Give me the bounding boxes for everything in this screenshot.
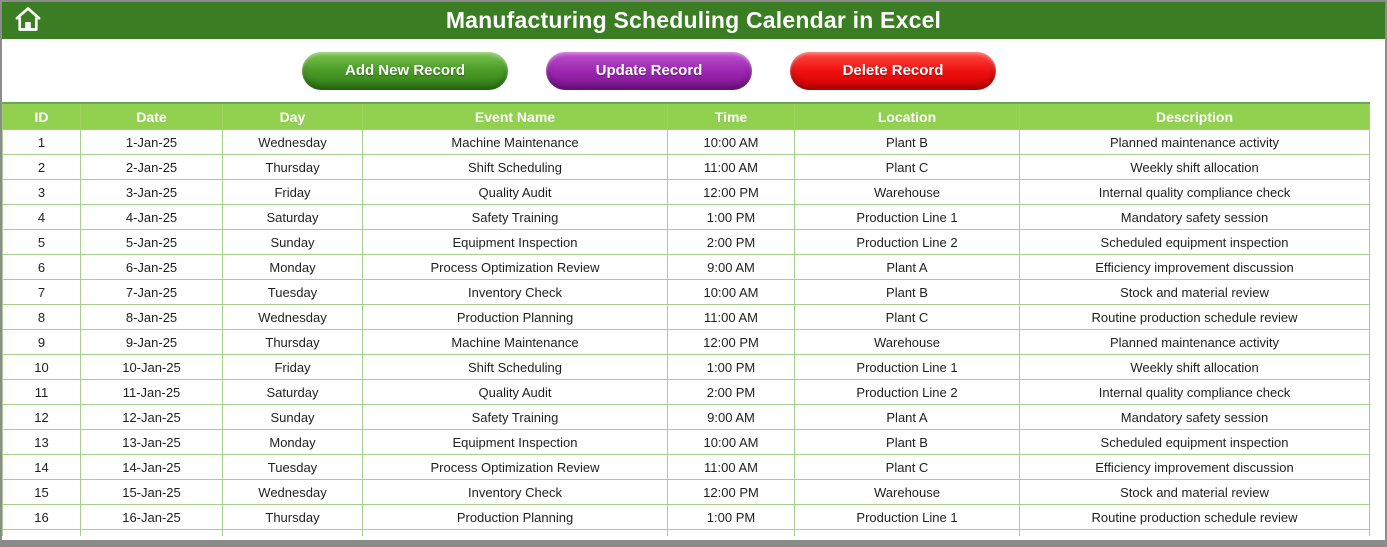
table-cell[interactable]: Planned maintenance activity — [1020, 130, 1370, 155]
column-header-time: Time — [668, 103, 795, 130]
table-cell[interactable]: Efficiency improvement discussion — [1020, 255, 1370, 280]
table-cell[interactable]: 3-Jan-25 — [81, 180, 223, 205]
table-cell[interactable]: 12:00 PM — [668, 480, 795, 505]
table-cell[interactable]: Quality Audit — [363, 380, 668, 405]
table-cell[interactable]: 10:00 AM — [668, 430, 795, 455]
table-cell[interactable]: 16 — [3, 505, 81, 530]
table-cell[interactable]: Scheduled equipment inspection — [1020, 430, 1370, 455]
table-cell[interactable]: Production Line 1 — [795, 505, 1020, 530]
table-row[interactable] — [3, 505, 1370, 530]
table-cell[interactable]: 1-Jan-25 — [81, 130, 223, 155]
table-cell[interactable]: 13 — [3, 430, 81, 455]
table-row[interactable] — [3, 280, 1370, 305]
table-cell[interactable]: 2-Jan-25 — [81, 155, 223, 180]
table-cell[interactable]: Production Line 1 — [795, 355, 1020, 380]
table-cell[interactable]: Wednesday — [223, 130, 363, 155]
table-cell[interactable]: Production Line 2 — [795, 230, 1020, 255]
title-bar — [2, 2, 1385, 39]
table-row[interactable] — [3, 405, 1370, 430]
table-cell[interactable]: Thursday — [223, 505, 363, 530]
empty-cell — [363, 530, 668, 537]
table-cell[interactable]: 12 — [3, 405, 81, 430]
empty-cell — [81, 530, 223, 537]
table-cell[interactable]: 8-Jan-25 — [81, 305, 223, 330]
table-cell[interactable]: 6-Jan-25 — [81, 255, 223, 280]
table-cell[interactable]: Wednesday — [223, 480, 363, 505]
table-row[interactable] — [3, 255, 1370, 280]
table-row[interactable] — [3, 205, 1370, 230]
table-cell[interactable]: Routine production schedule review — [1020, 505, 1370, 530]
table-cell[interactable]: 2:00 PM — [668, 380, 795, 405]
table-cell[interactable]: Thursday — [223, 155, 363, 180]
table-cell[interactable]: Machine Maintenance — [363, 130, 668, 155]
table-row[interactable] — [3, 455, 1370, 480]
table-cell[interactable]: 9-Jan-25 — [81, 330, 223, 355]
table-cell[interactable]: 16-Jan-25 — [81, 505, 223, 530]
table-cell[interactable]: Efficiency improvement discussion — [1020, 455, 1370, 480]
column-header-id: ID — [3, 103, 81, 130]
table-cell[interactable]: 1 — [3, 130, 81, 155]
bottom-status-strip — [2, 540, 1385, 547]
table-row[interactable] — [3, 480, 1370, 505]
add-new-record-button[interactable]: Add New Record — [302, 52, 508, 90]
empty-cell — [1020, 530, 1370, 537]
table-cell[interactable]: Plant B — [795, 130, 1020, 155]
toolbar — [2, 39, 1385, 102]
table-cell[interactable]: Planned maintenance activity — [1020, 330, 1370, 355]
table-cell[interactable]: Safety Training — [363, 205, 668, 230]
table-cell[interactable]: Production Planning — [363, 505, 668, 530]
table-cell[interactable]: 6 — [3, 255, 81, 280]
table-cell[interactable]: Routine production schedule review — [1020, 305, 1370, 330]
schedule-table — [2, 102, 1370, 536]
table-cell[interactable]: Plant A — [795, 405, 1020, 430]
table-cell[interactable]: Friday — [223, 355, 363, 380]
column-header-event-name: Event Name — [363, 103, 668, 130]
table-cell[interactable]: Plant C — [795, 455, 1020, 480]
table-cell[interactable]: Plant C — [795, 305, 1020, 330]
table-cell[interactable]: 8 — [3, 305, 81, 330]
table-cell[interactable]: 5-Jan-25 — [81, 230, 223, 255]
page-title: Manufacturing Scheduling Calendar in Excel — [445, 7, 942, 33]
table-cell[interactable]: Warehouse — [795, 180, 1020, 205]
table-cell[interactable]: Stock and material review — [1020, 480, 1370, 505]
table-cell[interactable]: 1:00 PM — [668, 505, 795, 530]
table-cell[interactable]: Tuesday — [223, 455, 363, 480]
table-cell[interactable]: Weekly shift allocation — [1020, 355, 1370, 380]
table-cell[interactable]: 10:00 AM — [668, 280, 795, 305]
table-cell[interactable]: Friday — [223, 180, 363, 205]
table-cell[interactable]: Plant A — [795, 255, 1020, 280]
table-cell[interactable]: Production Planning — [363, 305, 668, 330]
table-row[interactable] — [3, 130, 1370, 155]
table-cell[interactable]: 1:00 PM — [668, 205, 795, 230]
table-cell[interactable]: Weekly shift allocation — [1020, 155, 1370, 180]
table-cell[interactable]: 12-Jan-25 — [81, 405, 223, 430]
table-cell[interactable]: Internal quality compliance check — [1020, 180, 1370, 205]
table-cell[interactable]: Inventory Check — [363, 280, 668, 305]
table-cell[interactable]: Plant C — [795, 155, 1020, 180]
table-cell[interactable]: Equipment Inspection — [363, 430, 668, 455]
table-cell[interactable]: 11 — [3, 380, 81, 405]
table-cell[interactable]: 12:00 PM — [668, 180, 795, 205]
table-cell[interactable]: Mandatory safety session — [1020, 205, 1370, 230]
table-cell[interactable]: Monday — [223, 430, 363, 455]
table-body — [3, 130, 1370, 537]
table-row[interactable] — [3, 155, 1370, 180]
table-cell[interactable]: Saturday — [223, 380, 363, 405]
column-header-description: Description — [1020, 103, 1370, 130]
table-cell[interactable]: 9 — [3, 330, 81, 355]
table-cell[interactable]: 4 — [3, 205, 81, 230]
table-cell[interactable]: 3 — [3, 180, 81, 205]
table-cell[interactable]: 11-Jan-25 — [81, 380, 223, 405]
table-cell[interactable]: 10 — [3, 355, 81, 380]
column-header-date: Date — [81, 103, 223, 130]
table-cell[interactable]: 1:00 PM — [668, 355, 795, 380]
table-cell[interactable]: Shift Scheduling — [363, 155, 668, 180]
table-row[interactable] — [3, 305, 1370, 330]
table-cell[interactable]: 4-Jan-25 — [81, 205, 223, 230]
table-cell[interactable]: Process Optimization Review — [363, 255, 668, 280]
table-row[interactable] — [3, 180, 1370, 205]
table-cell[interactable]: 13-Jan-25 — [81, 430, 223, 455]
table-row[interactable] — [3, 330, 1370, 355]
update-record-button[interactable]: Update Record — [546, 52, 752, 90]
table-cell[interactable]: 10:00 AM — [668, 130, 795, 155]
table-cell[interactable]: Sunday — [223, 405, 363, 430]
table-cell[interactable]: Safety Training — [363, 405, 668, 430]
table-cell[interactable]: Plant B — [795, 430, 1020, 455]
table-cell[interactable]: 5 — [3, 230, 81, 255]
column-header-day: Day — [223, 103, 363, 130]
table-cell[interactable]: Stock and material review — [1020, 280, 1370, 305]
table-cell[interactable]: Shift Scheduling — [363, 355, 668, 380]
table-cell[interactable]: 10-Jan-25 — [81, 355, 223, 380]
table-cell[interactable]: Plant B — [795, 280, 1020, 305]
table-cell[interactable]: Internal quality compliance check — [1020, 380, 1370, 405]
table-cell[interactable]: Wednesday — [223, 305, 363, 330]
table-cell[interactable]: Thursday — [223, 330, 363, 355]
table-cell[interactable]: 2:00 PM — [668, 230, 795, 255]
table-row[interactable] — [3, 230, 1370, 255]
table-cell[interactable]: 12:00 PM — [668, 330, 795, 355]
table-cell[interactable]: Warehouse — [795, 330, 1020, 355]
table-cell[interactable]: 9:00 AM — [668, 255, 795, 280]
table-cell[interactable]: 14 — [3, 455, 81, 480]
table-row[interactable] — [3, 430, 1370, 455]
table-cell[interactable]: 14-Jan-25 — [81, 455, 223, 480]
column-header-location: Location — [795, 103, 1020, 130]
home-icon — [13, 5, 43, 36]
table-cell[interactable]: Scheduled equipment inspection — [1020, 230, 1370, 255]
table-cell[interactable]: Tuesday — [223, 280, 363, 305]
table-row[interactable] — [3, 355, 1370, 380]
table-cell[interactable]: 2 — [3, 155, 81, 180]
partial-empty-row — [3, 530, 1370, 537]
table-cell[interactable]: Warehouse — [795, 480, 1020, 505]
empty-cell — [223, 530, 363, 537]
empty-cell — [795, 530, 1020, 537]
table-cell[interactable]: 9:00 AM — [668, 405, 795, 430]
table-cell[interactable]: Production Line 1 — [795, 205, 1020, 230]
table-cell[interactable]: 15 — [3, 480, 81, 505]
table-cell[interactable]: Monday — [223, 255, 363, 280]
table-cell[interactable]: Quality Audit — [363, 180, 668, 205]
table-header-row — [3, 103, 1370, 130]
table-cell[interactable]: 7 — [3, 280, 81, 305]
table-cell[interactable]: 15-Jan-25 — [81, 480, 223, 505]
empty-cell — [668, 530, 795, 537]
table-cell[interactable]: Process Optimization Review — [363, 455, 668, 480]
table-row[interactable] — [3, 380, 1370, 405]
table-cell[interactable]: 11:00 AM — [668, 455, 795, 480]
table-cell[interactable]: Equipment Inspection — [363, 230, 668, 255]
table-cell[interactable]: Saturday — [223, 205, 363, 230]
home-button[interactable] — [11, 6, 45, 36]
table-cell[interactable]: 11:00 AM — [668, 155, 795, 180]
table-cell[interactable]: Production Line 2 — [795, 380, 1020, 405]
empty-cell — [3, 530, 81, 537]
table-cell[interactable]: Inventory Check — [363, 480, 668, 505]
table-cell[interactable]: Machine Maintenance — [363, 330, 668, 355]
table-cell[interactable]: 7-Jan-25 — [81, 280, 223, 305]
delete-record-button[interactable]: Delete Record — [790, 52, 996, 90]
table-cell[interactable]: Mandatory safety session — [1020, 405, 1370, 430]
table-cell[interactable]: 11:00 AM — [668, 305, 795, 330]
table-cell[interactable]: Sunday — [223, 230, 363, 255]
